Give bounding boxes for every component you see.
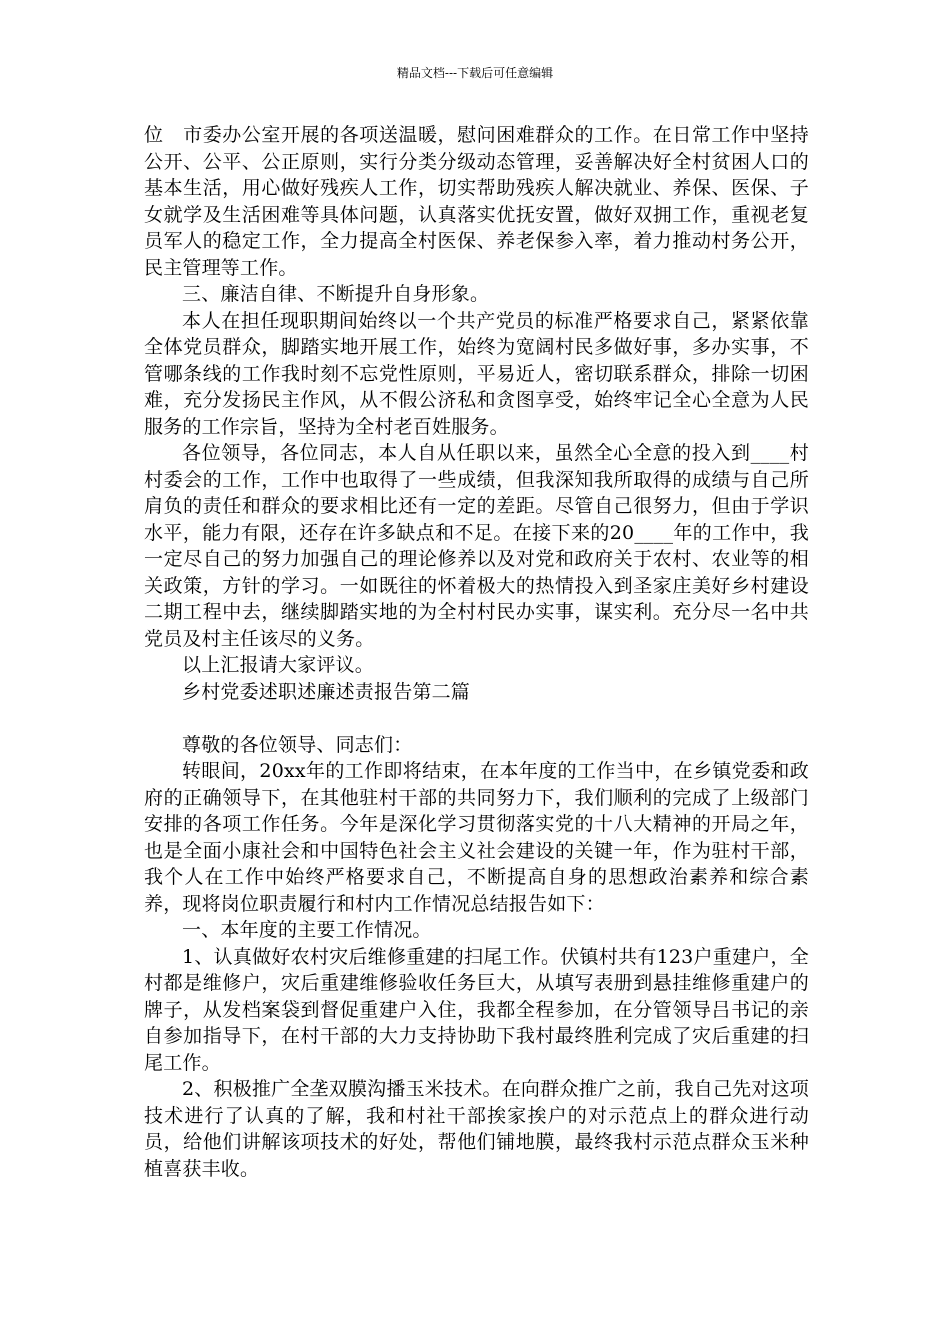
paragraph: 以上汇报请大家评议。: [182, 654, 375, 676]
document-body: [144, 122, 809, 1182]
blank-line: [144, 705, 809, 732]
paragraph: 1、认真做好农村灾后维修重建的扫尾工作。伏镇村共有123户重建户，全村都是维修户，灾后重建维修验收任务巨大，从填写表册到悬挂维修重建户的牌子，从发档案袋到督促重建户入住，我都全程参加，在分管领导吕书记的亲自参加指导下，在村干部的大力支持协助下我村最终胜利完成了灾后重建的扫尾工作。: [144, 945, 809, 1074]
paragraph-continuation: 位 市委办公室开展的各项送温暖，慰问困难群众的工作。在日常工作中坚持公开、公平、公正原则，实行分类分级动态管理，妥善解决好全村贫困人口的基本生活，用心做好残疾人工作，切实帮助残疾人解决就业、养保、医保、子女就学及生活困难等具体问题，认真落实优抚安置，做好双拥工作，重视老复员军人的稳定工作，全力提高全村医保、养老保参入率，着力推动村务公开，民主管理等工作。: [144, 124, 809, 279]
paragraph: 转眼间，20xx年的工作即将结束，在本年度的工作当中，在乡镇党委和政府的正确领导下，在其他驻村干部的共同努力下，我们顺利的完成了上级部门安排的各项工作任务。今年是深化学习贯彻落实党的十八大精神的开局之年，也是全面小康社会和中国特色社会主义社会建设的关键一年，作为驻村干部，我个人在工作中始终严格要求自己，不断提高自身的思想政治素养和综合素养，现将岗位职责履行和村内工作情况总结报告如下：: [144, 760, 809, 915]
paragraph: 本人在担任现职期间始终以一个共产党员的标准严格要求自己，紧紧依靠全体党员群众，脚踏实地开展工作，始终为宽阔村民多做好事，多办实事，不管哪条线的工作我时刻不忘党性原则，平易近人，密切联系群众，排除一切困难，充分发扬民主作风，从不假公济私和贪图享受，始终牢记全心全意为人民服务的工作宗旨，坚持为全村老百姓服务。: [144, 309, 809, 438]
page-header: 精品文档---下载后可任意编辑: [396, 66, 554, 80]
paragraph: 2、积极推广全垄双膜沟播玉米技术。在向群众推广之前，我自己先对这项技术进行了认真的了解，我和村社干部挨家挨户的对示范点上的群众进行动员，给他们讲解该项技术的好处，帮他们铺地膜，最终我村示范点群众玉米种植喜获丰收。: [144, 1078, 809, 1180]
salutation: 尊敬的各位领导、同志们：: [182, 733, 413, 756]
paragraph: 各位领导，各位同志，本人自从任职以来，虽然全心全意的投入到____村村委会的工作，工作中也取得了一些成绩，但我深知我所取得的成绩与自己所肩负的责任和群众的要求相比还有一定的差距。尽管自己很努力，但由于学识水平，能力有限，还存在许多缺点和不足。在接下来的20____年的工作中，我一定尽自己的努力加强自己的理论修养以及对党和政府关于农村、农业等的相关政策，方针的学习。一如既往的怀着极大的热情投入到圣家庄美好乡村建设二期工程中去，继续脚踏实地的为全村村民办实事，谋实利。充分尽一名中共党员及村主任该尽的义务。: [144, 442, 809, 650]
document-subtitle: 乡村党委述职述廉述责报告第二篇: [182, 680, 471, 703]
section-heading-integrity: 三、廉洁自律、不断提升自身形象。: [182, 283, 490, 305]
section-heading-work: 一、本年度的主要工作情况。: [182, 919, 432, 941]
